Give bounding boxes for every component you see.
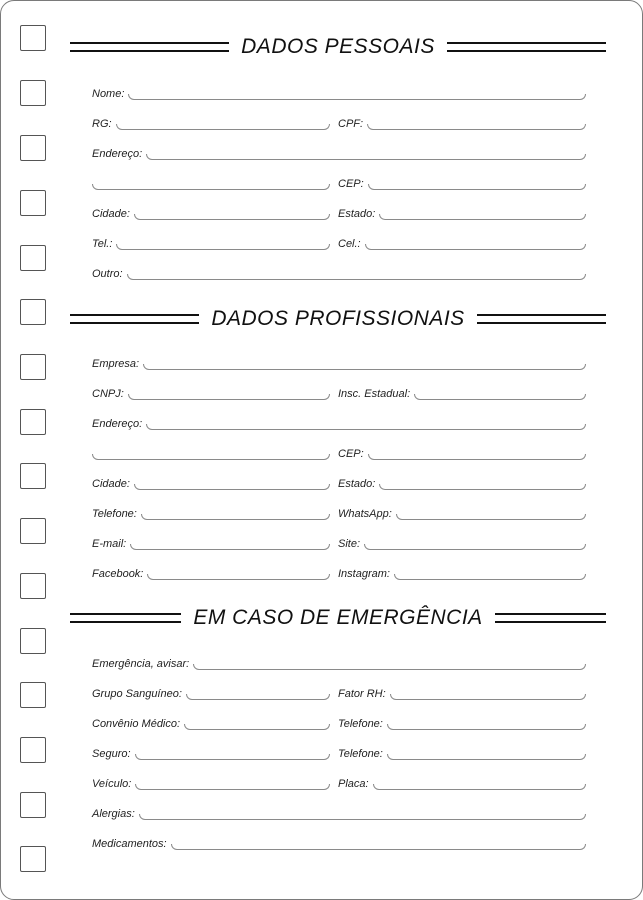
field-line[interactable] [367, 124, 586, 130]
field-line[interactable] [146, 154, 586, 160]
field-label: Telefone: [92, 508, 137, 520]
binder-hole [20, 846, 46, 872]
field-line[interactable] [193, 664, 586, 670]
field-line[interactable] [387, 724, 586, 730]
field-label: Facebook: [92, 568, 144, 580]
field-endereco-cont[interactable] [92, 173, 330, 191]
section-title: EM CASO DE EMERGÊNCIA [193, 606, 483, 629]
field-cpf[interactable] [338, 113, 586, 131]
field-medicamentos[interactable] [92, 833, 586, 851]
field-label: Estado: [338, 208, 376, 220]
field-empresa[interactable] [92, 353, 586, 371]
field-instagram[interactable] [338, 563, 586, 581]
field-line[interactable] [147, 574, 330, 580]
field-line[interactable] [127, 274, 586, 280]
field-label: Cidade: [92, 208, 130, 220]
field-endereco[interactable] [92, 143, 586, 161]
field-emergencia-avisar[interactable] [92, 653, 586, 671]
field-cep[interactable] [338, 173, 586, 191]
field-seguro[interactable] [92, 743, 330, 761]
binder-hole [20, 518, 46, 544]
field-line[interactable] [116, 124, 330, 130]
binder-hole [20, 354, 46, 380]
field-label: Cel.: [338, 238, 361, 250]
header-rule [70, 42, 229, 52]
field-label: Empresa: [92, 358, 140, 370]
field-line[interactable] [128, 94, 586, 100]
field-site[interactable] [338, 533, 586, 551]
section-title: DADOS PROFISSIONAIS [211, 307, 465, 330]
field-label: Endereço: [92, 418, 143, 430]
field-facebook[interactable] [92, 563, 330, 581]
field-label: Alergias: [92, 808, 135, 820]
field-line[interactable] [379, 214, 586, 220]
field-cep-prof[interactable] [338, 443, 586, 461]
field-endereco-prof[interactable] [92, 413, 586, 431]
field-label: Insc. Estadual: [338, 388, 411, 400]
field-line[interactable] [143, 364, 586, 370]
field-insc-estadual[interactable] [338, 383, 586, 401]
field-telefone-convenio[interactable] [338, 713, 586, 731]
field-telefone-prof[interactable] [92, 503, 330, 521]
field-label: Convênio Médico: [92, 718, 181, 730]
field-label: Endereço: [92, 148, 143, 160]
field-label: CEP: [338, 178, 364, 190]
field-line[interactable] [146, 424, 586, 430]
section-header-emergency [70, 603, 606, 633]
field-label: Outro: [92, 268, 123, 280]
field-fator-rh[interactable] [338, 683, 586, 701]
field-label: Grupo Sanguíneo: [92, 688, 182, 700]
field-line[interactable] [414, 394, 586, 400]
field-label: CPF: [338, 118, 364, 130]
field-line[interactable] [390, 694, 586, 700]
field-endereco-prof-cont[interactable] [92, 443, 330, 461]
field-label: Medicamentos: [92, 838, 167, 850]
field-label: CEP: [338, 448, 364, 460]
header-rule [70, 613, 181, 623]
field-label: Telefone: [338, 748, 383, 760]
binder-hole [20, 190, 46, 216]
field-line[interactable] [134, 484, 330, 490]
field-line[interactable] [368, 454, 586, 460]
binder-hole [20, 682, 46, 708]
field-whatsapp[interactable] [338, 503, 586, 521]
header-rule [447, 42, 606, 52]
field-label: RG: [92, 118, 112, 130]
field-label: Emergência, avisar: [92, 658, 190, 670]
binder-hole [20, 135, 46, 161]
field-label: Placa: [338, 778, 369, 790]
field-cel[interactable] [338, 233, 586, 251]
field-line[interactable] [128, 394, 330, 400]
field-line[interactable] [379, 484, 586, 490]
field-label: Nome: [92, 88, 125, 100]
header-rule [495, 613, 606, 623]
binder-hole [20, 25, 46, 51]
field-line[interactable] [135, 754, 330, 760]
field-line[interactable] [134, 214, 330, 220]
field-label: Fator RH: [338, 688, 386, 700]
binder-hole [20, 463, 46, 489]
field-line[interactable] [387, 754, 586, 760]
field-convenio[interactable] [92, 713, 330, 731]
field-line[interactable] [139, 814, 586, 820]
binder-hole [20, 737, 46, 763]
field-line[interactable] [92, 454, 330, 460]
field-label: Veículo: [92, 778, 132, 790]
field-line[interactable] [364, 544, 586, 550]
field-outro[interactable] [92, 263, 586, 281]
field-label: Instagram: [338, 568, 390, 580]
field-estado[interactable] [338, 203, 586, 221]
field-line[interactable] [116, 244, 330, 250]
header-rule [477, 314, 606, 324]
field-label: CNPJ: [92, 388, 124, 400]
binder-hole [20, 409, 46, 435]
field-line[interactable] [394, 574, 586, 580]
field-label: E-mail: [92, 538, 127, 550]
binder-holes [20, 25, 46, 865]
field-line[interactable] [141, 514, 330, 520]
field-label: Telefone: [338, 718, 383, 730]
field-line[interactable] [396, 514, 586, 520]
field-telefone-seguro[interactable] [338, 743, 586, 761]
field-label: Tel.: [92, 238, 113, 250]
field-alergias[interactable] [92, 803, 586, 821]
binder-hole [20, 80, 46, 106]
field-line[interactable] [135, 784, 330, 790]
field-email[interactable] [92, 533, 330, 551]
field-grupo-sanguineo[interactable] [92, 683, 330, 701]
field-cnpj[interactable] [92, 383, 330, 401]
field-line[interactable] [171, 844, 586, 850]
field-line[interactable] [368, 184, 586, 190]
field-tel[interactable] [92, 233, 330, 251]
binder-hole [20, 792, 46, 818]
field-rg[interactable] [92, 113, 330, 131]
field-label: Site: [338, 538, 361, 550]
field-line[interactable] [184, 724, 330, 730]
field-cidade-prof[interactable] [92, 473, 330, 491]
binder-hole [20, 245, 46, 271]
section-title: DADOS PESSOAIS [241, 35, 435, 58]
binder-hole [20, 299, 46, 325]
field-line[interactable] [130, 544, 330, 550]
field-label: Estado: [338, 478, 376, 490]
header-rule [70, 314, 199, 324]
field-line[interactable] [186, 694, 330, 700]
field-cidade[interactable] [92, 203, 330, 221]
field-label: Seguro: [92, 748, 131, 760]
field-placa[interactable] [338, 773, 586, 791]
binder-hole [20, 573, 46, 599]
field-nome[interactable] [92, 83, 586, 101]
field-line[interactable] [365, 244, 586, 250]
field-label: WhatsApp: [338, 508, 392, 520]
section-header-personal [70, 32, 606, 62]
field-label: Cidade: [92, 478, 130, 490]
field-line[interactable] [373, 784, 586, 790]
field-veiculo[interactable] [92, 773, 330, 791]
field-estado-prof[interactable] [338, 473, 586, 491]
field-line[interactable] [92, 184, 330, 190]
binder-hole [20, 628, 46, 654]
section-header-professional [70, 304, 606, 334]
